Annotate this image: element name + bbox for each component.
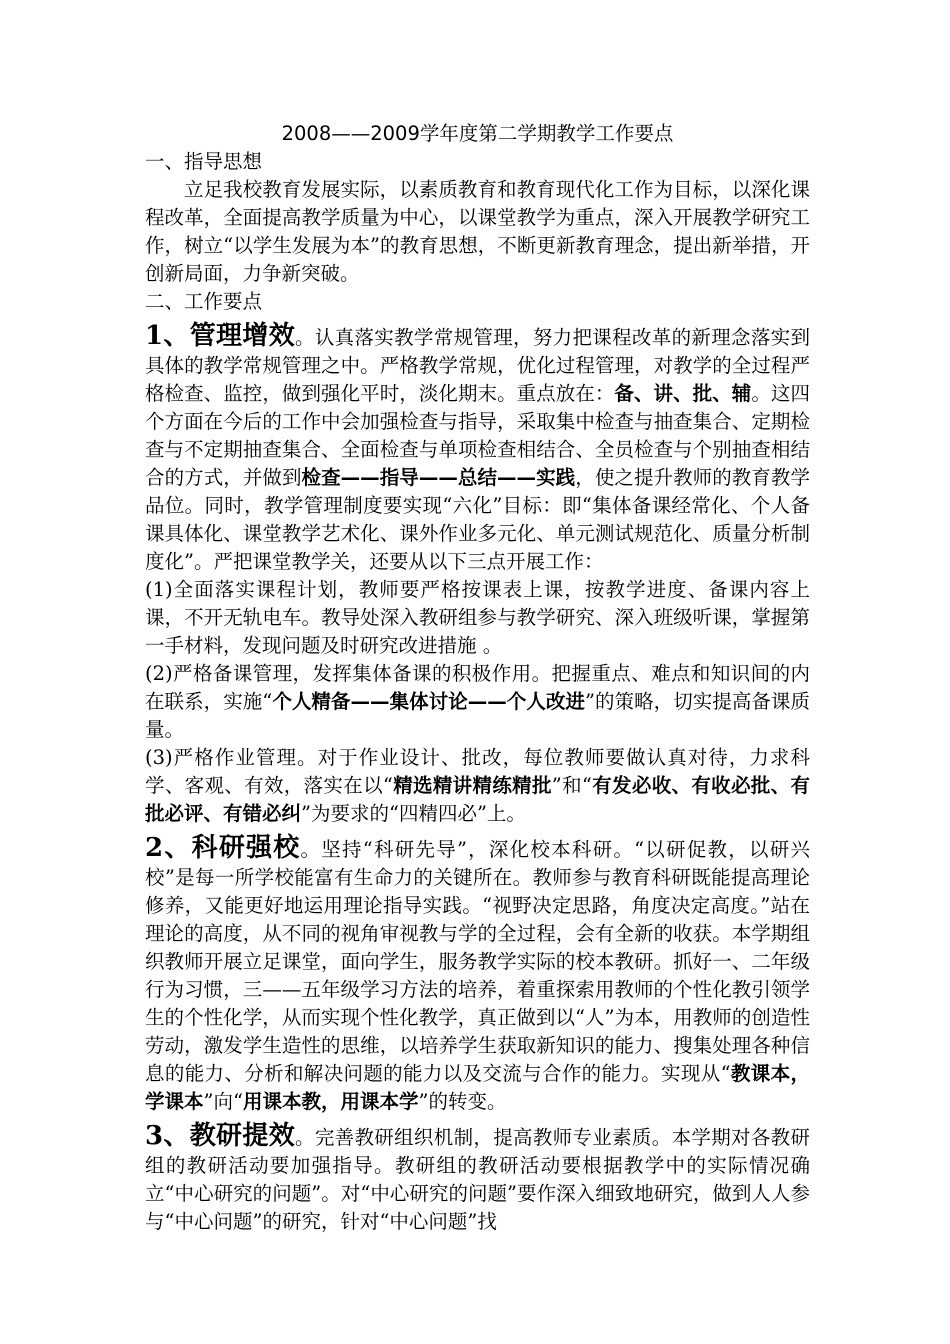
item-3-bold-b: 有发必收、有收必批、有批必评、有错必纠	[145, 774, 810, 825]
section-heading-work-points: 二、工作要点	[145, 290, 263, 313]
point-3-number: 3、	[145, 1121, 190, 1151]
item-3-text-b: ”和“	[551, 774, 592, 797]
document-title: 2008——2009学年度第二学期教学工作要点	[281, 122, 674, 145]
point-2-research-paragraph	[145, 834, 810, 1116]
point-1-number: 1、	[145, 321, 190, 351]
point-2-heading: 科研强校	[191, 833, 301, 863]
point-1-text-a: 。认真落实教学常规管理，努力把课程改革的新理念落实到具体的教学常规管理之中。严格教学常规，优化过程管理，对教学的全过程严格检查、监控，做到强化平时，淡化期末。重点放在：	[145, 326, 810, 405]
point-1-management-paragraph	[145, 322, 810, 576]
point-1-bold-a: 备、讲、批、辅	[614, 382, 752, 405]
point-3-heading: 教研提效	[189, 1121, 296, 1151]
item-2-text-a: (2)严格备课管理，发挥集体备课的积极作用。把握重点、难点和知识间的内在联系，实施“	[145, 662, 810, 713]
item-3-paragraph	[145, 744, 810, 828]
point-2-text-a: 。坚持“科研先导”，深化校本科研。“以研促教，以研兴校”是每一所学校能富有生命力的关键所在。教师参与教育科研既能提高理论修养，又能更好地运用理论指导实践。“视野决定思路，角度决定高度。”站在理论的高度，从不同的视角审视教与学的全过程，会有全新的收获。本学期组织教师开展立足课堂，面向学生，服务教学实际的校本教研。抓好一、二年级行为习惯，三——五年级学习方法的培养，着重探索用教师的个性化教引领学生的个性化学，从而实现个性化教学，真正做到以“人”为本，用教师的创造性劳动，激发学生造性的思维，以培养学生获取新知识的能力、搜集处理各种信息的能力、分析和解决问题的能力以及交流与合作的能力。实现从“	[145, 838, 810, 1085]
guiding-ideology-paragraph: 立足我校教育发展实际，以素质教育和教育现代化工作为目标，以深化课程改革，全面提高教学质量为中心，以课堂教学为重点，深入开展教学研究工作，树立“以学生发展为本”的教育思想，不断更新教育理念，提出新举措，开创新局面，力争新突破。	[145, 178, 810, 285]
point-2-number: 2、	[145, 833, 192, 863]
document-page	[145, 120, 810, 1236]
item-2-text-b: ”的策略，切实提高备课质量。	[145, 690, 810, 741]
item-3-text-a: (3)严格作业管理。对于作业设计、批改，每位教师要做认真对待，力求科学、客观、有效，落实在以“	[145, 746, 810, 797]
point-1-text-b: 。这四个方面在今后的工作中会加强检查与指导，采取集中检查与抽查集合、定期检查与不定期抽查集合、全面检查与单项检查相结合、全员检查与个别抽查相结合的方式，并做到	[145, 382, 810, 489]
item-2-paragraph	[145, 660, 810, 744]
item-1-paragraph: (1)全面落实课程计划，教师要严格按课表上课，按教学进度、备课内容上课，不开无轨电车。教导处深入教研组参与教学研究、深入班级听课，掌握第一手材料，发现问题及时研究改进措施 。	[145, 578, 810, 657]
item-2-bold: 个人精备——集体讨论——个人改进	[272, 690, 585, 713]
section-heading-guiding-ideology: 一、指导思想	[145, 150, 263, 173]
point-1-bold-b: 检查——指导——总结——实践	[301, 466, 576, 489]
point-2-text-b: ”向“	[203, 1090, 243, 1113]
item-3-text-c: ”为要求的“四精四必”上。	[301, 802, 526, 825]
point-1-text-c: ，使之提升教师的教育教学品位。同时，教学管理制度要实现“六化”目标：即“集体备课经常化、个人备课具体化、课堂教学艺术化、课外作业多元化、单元测试规范化、质量分析制度化”。严把课堂教学关，还要从以下三点开展工作：	[145, 466, 810, 573]
point-2-text-c: ”的转变。	[418, 1090, 507, 1113]
point-2-bold-a: 教课本，学课本	[145, 1062, 810, 1113]
point-1-heading: 管理增效	[189, 321, 296, 351]
point-3-teaching-research-paragraph	[145, 1122, 810, 1236]
point-2-bold-b: 用课本教，用课本学	[242, 1090, 419, 1113]
point-3-text-a: 。完善教研组织机制，提高教师专业素质。本学期对各教研组的教研活动要加强指导。教研组的教研活动要根据教学中的实际情况确立“中心研究的问题”。对“中心研究的问题”要作深入细致地研究，做到人人参与“中心问题”的研究，针对“中心问题”找	[145, 1126, 810, 1233]
item-3-bold-a: 精选精讲精练精批	[392, 774, 552, 797]
